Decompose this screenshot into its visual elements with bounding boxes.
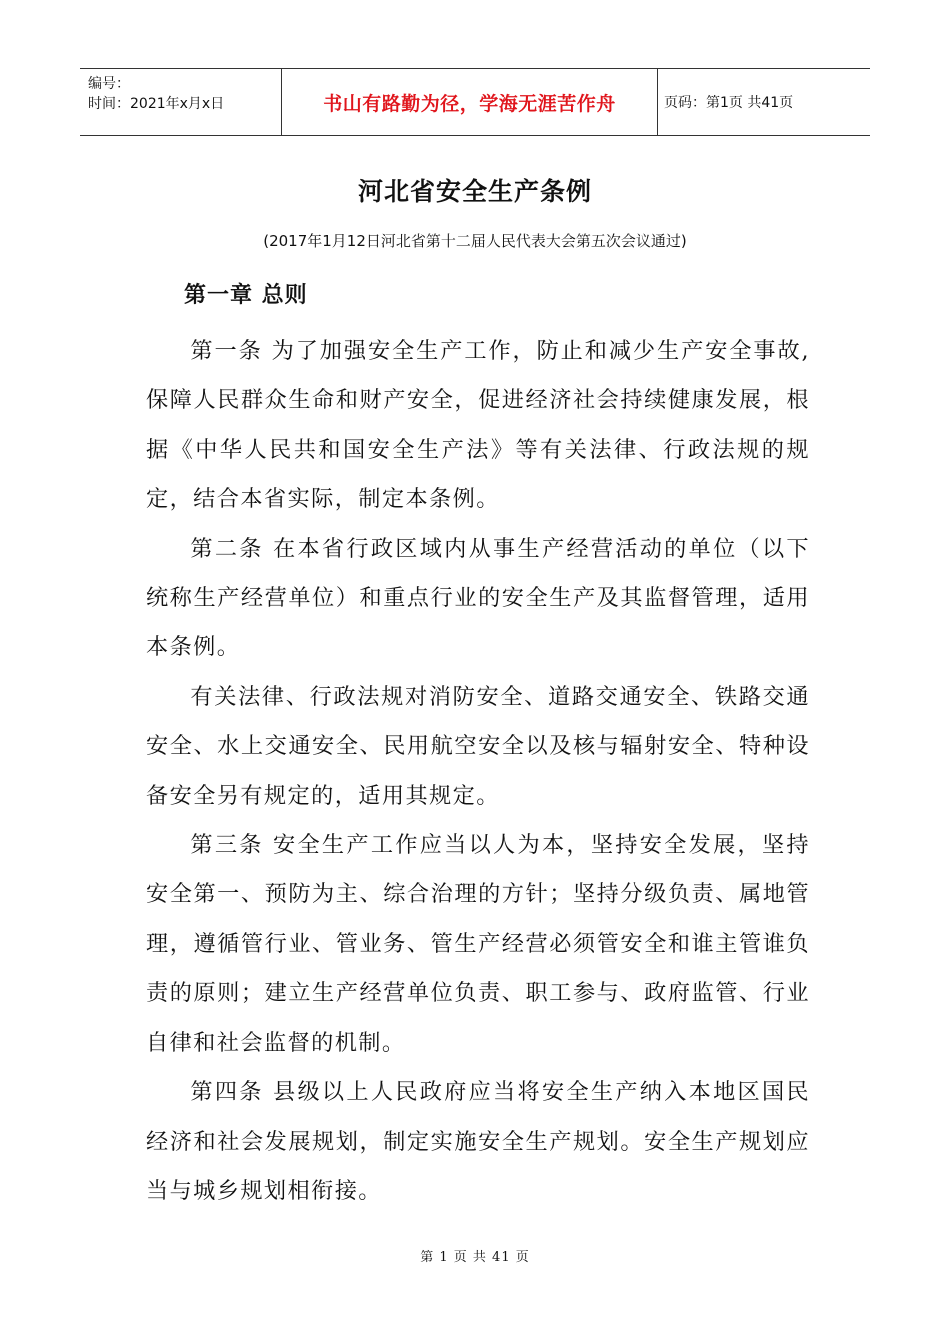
header-page-info-cell [658,69,870,135]
paragraph-article-3: 第三条 安全生产工作应当以人为本，坚持安全发展，坚持安全第一、预防为主、综合治理的方针；坚持分级负责、属地管理，遵循管行业、管业务、管生产经营必须管安全和谁主管谁负责的原则；建立生产经营单位负责、职工参与、政府监管、行业自律和社会监督的机制。 [146,832,810,1056]
header-date: 时间：2021年x月x日 [88,96,225,112]
header-motto: 书山有路勤为径，学海无涯苦作舟 [323,92,616,115]
header-number-label: 编号： [88,76,130,92]
document-body [146,327,810,1216]
paragraph-article-1: 第一条 为了加强安全生产工作，防止和减少生产安全事故,保障人民群众生命和财产安全，促进经济社会持续健康发展，根据《中华人民共和国安全生产法》等有关法律、行政法规的规定，结合本省实际，制定本条例。 [146,338,810,513]
header-meta [80,69,282,135]
page-footer: 第 1 页 共 41 页 [420,1250,530,1265]
paragraph-article-2-supplement: 有关法律、行政法规对消防安全、道路交通安全、铁路交通安全、水上交通安全、民用航空安全以及核与辐射安全、特种设备安全另有规定的，适用其规定。 [146,683,810,809]
paragraph-article-4: 第四条 县级以上人民政府应当将安全生产纳入本地区国民经济和社会发展规划，制定实施安全生产规划。安全生产规划应当与城乡规划相衔接。 [146,1079,810,1204]
document-header [80,68,870,136]
document-title: 河北省安全生产条例 [357,177,592,206]
document-subtitle: (2017年1月12日河北省第十二届人民代表大会第五次会议通过) [263,232,687,250]
chapter-heading: 第一章 总则 [184,283,308,308]
header-page-info: 页码：第1页 共41页 [664,95,794,111]
paragraph-article-2: 第二条 在本省行政区域内从事生产经营活动的单位（以下统称生产经营单位）和重点行业的安全生产及其监督管理，适用本条例。 [146,535,810,661]
header-motto-cell [282,69,658,135]
